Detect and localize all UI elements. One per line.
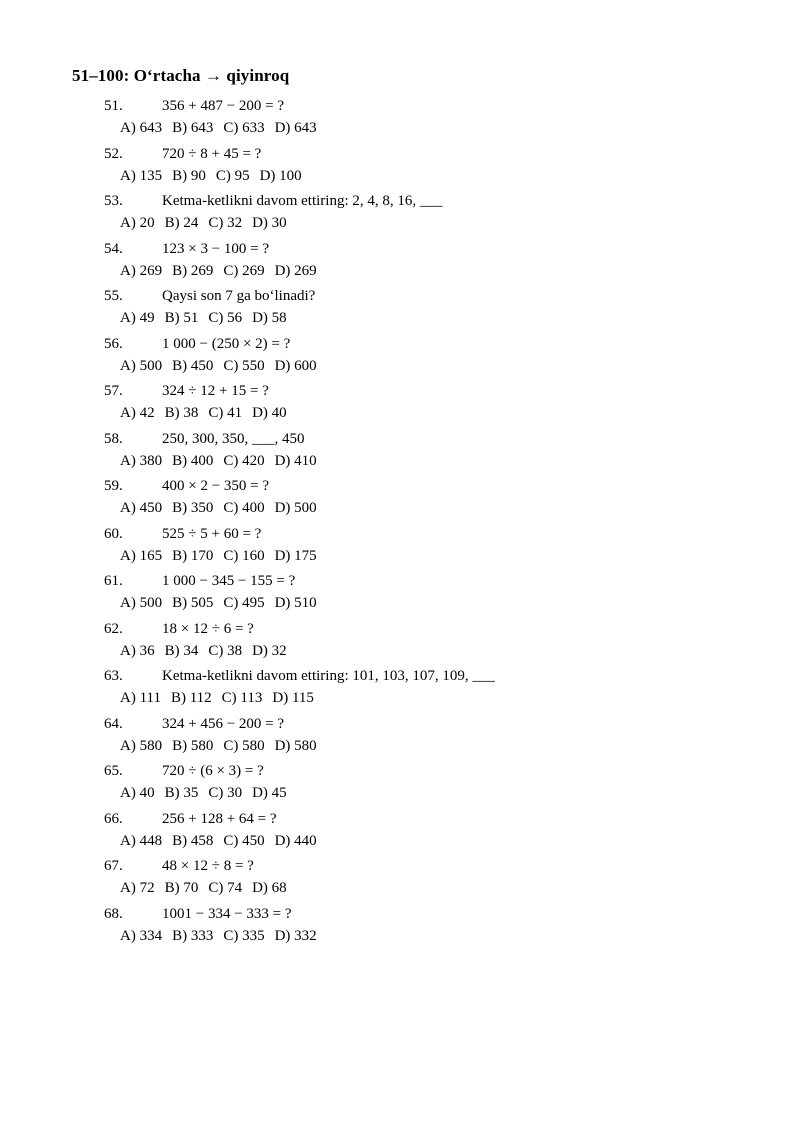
answer-option[interactable]: B) 458	[172, 832, 214, 849]
answer-option[interactable]: A) 36	[120, 642, 155, 659]
answer-option[interactable]: B) 333	[172, 927, 214, 944]
question-number: 56.	[104, 335, 123, 352]
option-separator	[162, 451, 172, 473]
answer-options	[72, 498, 732, 520]
option-separator	[242, 783, 252, 805]
option-separator	[161, 688, 171, 710]
answer-options	[72, 783, 732, 805]
question-number: 62.	[104, 620, 123, 637]
question-line	[72, 191, 732, 213]
answer-option[interactable]: B) 170	[172, 547, 214, 564]
answer-option[interactable]: A) 450	[120, 500, 163, 517]
answer-option[interactable]: C) 56	[208, 310, 243, 327]
answer-option[interactable]: A) 42	[120, 405, 155, 422]
option-separator	[213, 261, 223, 283]
option-separator	[262, 688, 272, 710]
question-text: Ketma-ketlikni davom ettiring: 101, 103, 107, 109, ___	[162, 668, 495, 685]
document-body	[72, 66, 732, 951]
question-text: 250, 300, 350, ___, 450	[162, 430, 305, 447]
question-number: 68.	[104, 905, 123, 922]
answer-option[interactable]: D) 580	[274, 737, 317, 754]
option-separator	[198, 641, 208, 663]
option-separator	[242, 213, 252, 235]
question-item	[72, 714, 732, 758]
option-separator	[162, 356, 172, 378]
option-separator	[242, 403, 252, 425]
question-item	[72, 96, 732, 140]
question-number: 61.	[104, 573, 123, 590]
option-separator	[265, 356, 275, 378]
question-line	[72, 429, 732, 451]
question-number: 55.	[104, 288, 123, 305]
answer-option[interactable]: B) 643	[172, 120, 214, 137]
option-separator	[265, 498, 275, 520]
question-line	[72, 381, 732, 403]
question-item	[72, 571, 732, 615]
question-text: 324 + 456 − 200 = ?	[162, 715, 285, 732]
question-number: 52.	[104, 145, 123, 162]
question-line	[72, 571, 732, 593]
answer-option[interactable]: C) 41	[208, 405, 243, 422]
option-separator	[242, 308, 252, 330]
answer-option[interactable]: D) 32	[252, 642, 287, 659]
answer-options	[72, 118, 732, 140]
question-item	[72, 144, 732, 188]
answer-option[interactable]: C) 30	[208, 785, 243, 802]
question-line	[72, 239, 732, 261]
answer-option[interactable]: C) 550	[223, 357, 265, 374]
question-number: 67.	[104, 858, 123, 875]
option-separator	[155, 308, 165, 330]
option-separator	[198, 213, 208, 235]
option-separator	[198, 403, 208, 425]
option-separator	[213, 736, 223, 758]
option-separator	[265, 118, 275, 140]
answer-option[interactable]: C) 95	[215, 167, 250, 184]
answer-option[interactable]: D) 440	[274, 832, 317, 849]
question-number: 66.	[104, 810, 123, 827]
question-number: 63.	[104, 668, 123, 685]
option-separator	[162, 166, 172, 188]
question-line	[72, 476, 732, 498]
option-separator	[198, 878, 208, 900]
answer-option[interactable]: D) 600	[274, 357, 317, 374]
answer-options	[72, 546, 732, 568]
answer-option[interactable]: A) 111	[120, 690, 161, 707]
answer-options	[72, 261, 732, 283]
question-line	[72, 904, 732, 926]
question-item	[72, 619, 732, 663]
option-separator	[265, 261, 275, 283]
question-text: 1001 − 334 − 333 = ?	[162, 905, 292, 922]
question-number: 60.	[104, 525, 123, 542]
option-separator	[162, 926, 172, 948]
answer-option[interactable]: C) 633	[223, 120, 265, 137]
option-separator	[265, 736, 275, 758]
option-separator	[162, 831, 172, 853]
answer-option[interactable]: D) 500	[274, 500, 317, 517]
answer-options	[72, 213, 732, 235]
question-number: 65.	[104, 763, 123, 780]
question-text: 256 + 128 + 64 = ?	[162, 810, 277, 827]
answer-option[interactable]: B) 34	[164, 642, 199, 659]
question-line	[72, 666, 732, 688]
answer-option[interactable]: C) 32	[208, 215, 243, 232]
question-line	[72, 524, 732, 546]
answer-option[interactable]: C) 400	[223, 500, 265, 517]
question-number: 57.	[104, 383, 123, 400]
answer-option[interactable]: B) 112	[170, 690, 212, 707]
question-number: 58.	[104, 430, 123, 447]
option-separator	[162, 593, 172, 615]
answer-option[interactable]: A) 20	[120, 215, 155, 232]
answer-option[interactable]: A) 269	[120, 262, 163, 279]
answer-option[interactable]: B) 70	[164, 880, 199, 897]
option-separator	[242, 641, 252, 663]
answer-options	[72, 831, 732, 853]
answer-option[interactable]: C) 269	[223, 262, 265, 279]
answer-option[interactable]: B) 90	[172, 167, 206, 184]
question-item	[72, 524, 732, 568]
question-line	[72, 761, 732, 783]
question-text: 356 + 487 − 200 = ?	[162, 98, 285, 115]
question-item	[72, 904, 732, 948]
option-separator	[265, 593, 275, 615]
answer-option[interactable]: B) 35	[164, 785, 199, 802]
option-separator	[162, 546, 172, 568]
answer-options	[72, 688, 732, 710]
question-text: 720 ÷ 8 + 45 = ?	[162, 145, 262, 162]
option-separator	[213, 926, 223, 948]
option-separator	[213, 546, 223, 568]
question-text: 1 000 − (250 × 2) = ?	[162, 335, 291, 352]
answer-option[interactable]: A) 334	[120, 927, 163, 944]
answer-option[interactable]: D) 68	[252, 880, 287, 897]
option-separator	[265, 451, 275, 473]
answer-option[interactable]: A) 49	[120, 310, 155, 327]
question-item	[72, 666, 732, 710]
answer-option[interactable]: D) 115	[272, 690, 314, 707]
answer-option[interactable]: C) 335	[223, 927, 265, 944]
question-number: 53.	[104, 193, 123, 210]
question-item	[72, 381, 732, 425]
question-item	[72, 476, 732, 520]
option-separator	[162, 498, 172, 520]
question-line	[72, 334, 732, 356]
answer-option[interactable]: D) 175	[274, 547, 317, 564]
answer-option[interactable]: D) 332	[274, 927, 317, 944]
answer-option[interactable]: D) 30	[252, 215, 287, 232]
option-separator	[213, 831, 223, 853]
question-line	[72, 286, 732, 308]
answer-option[interactable]: C) 580	[223, 737, 265, 754]
answer-option[interactable]: C) 113	[221, 690, 263, 707]
answer-option[interactable]: D) 410	[274, 452, 317, 469]
question-text: 324 ÷ 12 + 15 = ?	[162, 383, 269, 400]
question-text: 720 ÷ (6 × 3) = ?	[162, 763, 264, 780]
option-separator	[212, 688, 222, 710]
answer-option[interactable]: B) 450	[172, 357, 214, 374]
answer-option[interactable]: D) 58	[252, 310, 287, 327]
question-item	[72, 286, 732, 330]
option-separator	[155, 213, 165, 235]
page-title: 51–100: O‘rtacha → qiyinroq	[72, 66, 290, 85]
question-number: 64.	[104, 715, 123, 732]
question-item	[72, 334, 732, 378]
option-separator	[242, 878, 252, 900]
answer-options	[72, 403, 732, 425]
answer-option[interactable]: D) 40	[252, 405, 287, 422]
answer-option[interactable]: B) 269	[172, 262, 214, 279]
question-item	[72, 429, 732, 473]
answer-option[interactable]: A) 448	[120, 832, 163, 849]
answer-options	[72, 926, 732, 948]
answer-option[interactable]: A) 500	[120, 595, 163, 612]
question-number: 59.	[104, 478, 123, 495]
answer-option[interactable]: A) 40	[120, 785, 155, 802]
answer-option[interactable]: C) 160	[223, 547, 265, 564]
answer-option[interactable]: D) 643	[274, 120, 317, 137]
answer-option[interactable]: D) 269	[274, 262, 317, 279]
answer-option[interactable]: A) 165	[120, 547, 163, 564]
question-text: Qaysi son 7 ga bo‘linadi?	[162, 288, 316, 305]
answer-option[interactable]: D) 510	[274, 595, 317, 612]
question-item	[72, 239, 732, 283]
question-item	[72, 761, 732, 805]
option-separator	[213, 356, 223, 378]
option-separator	[162, 261, 172, 283]
option-separator	[265, 546, 275, 568]
question-text: 1 000 − 345 − 155 = ?	[162, 573, 296, 590]
answer-option[interactable]: A) 500	[120, 357, 163, 374]
answer-option[interactable]: D) 45	[252, 785, 287, 802]
answer-options	[72, 641, 732, 663]
question-line	[72, 856, 732, 878]
question-list	[72, 96, 732, 947]
option-separator	[198, 308, 208, 330]
answer-option[interactable]: B) 51	[164, 310, 199, 327]
answer-option[interactable]: A) 135	[120, 167, 163, 184]
answer-option[interactable]: A) 72	[120, 880, 155, 897]
answer-option[interactable]: B) 38	[164, 405, 199, 422]
question-line	[72, 144, 732, 166]
option-separator	[206, 166, 216, 188]
option-separator	[213, 498, 223, 520]
question-text: 123 × 3 − 100 = ?	[162, 240, 270, 257]
answer-options	[72, 308, 732, 330]
option-separator	[213, 451, 223, 473]
question-text: Ketma-ketlikni davom ettiring: 2, 4, 8, 16, ___	[162, 193, 443, 210]
answer-option[interactable]: B) 505	[172, 595, 214, 612]
question-text: 48 × 12 ÷ 8 = ?	[162, 858, 254, 875]
option-separator	[213, 593, 223, 615]
option-separator	[250, 166, 260, 188]
answer-option[interactable]: C) 495	[223, 595, 265, 612]
option-separator	[155, 878, 165, 900]
answer-options	[72, 736, 732, 758]
question-item	[72, 191, 732, 235]
answer-option[interactable]: C) 74	[208, 880, 243, 897]
question-item	[72, 856, 732, 900]
question-number: 54.	[104, 240, 123, 257]
answer-options	[72, 593, 732, 615]
option-separator	[265, 831, 275, 853]
answer-option[interactable]: B) 580	[172, 737, 214, 754]
option-separator	[265, 926, 275, 948]
answer-options	[72, 878, 732, 900]
question-text: 18 × 12 ÷ 6 = ?	[162, 620, 254, 637]
answer-option[interactable]: C) 38	[208, 642, 243, 659]
option-separator	[162, 736, 172, 758]
option-separator	[198, 783, 208, 805]
answer-option[interactable]: C) 420	[223, 452, 265, 469]
answer-option[interactable]: A) 643	[120, 120, 163, 137]
option-separator	[213, 118, 223, 140]
answer-option[interactable]: A) 380	[120, 452, 163, 469]
question-text: 400 × 2 − 350 = ?	[162, 478, 270, 495]
answer-options	[72, 356, 732, 378]
question-number: 51.	[104, 98, 123, 115]
question-line	[72, 619, 732, 641]
option-separator	[155, 403, 165, 425]
answer-option[interactable]: B) 350	[172, 500, 214, 517]
answer-option[interactable]: D) 100	[259, 167, 302, 184]
answer-option[interactable]: B) 24	[164, 215, 199, 232]
answer-option[interactable]: C) 450	[223, 832, 265, 849]
answer-option[interactable]: B) 400	[172, 452, 214, 469]
question-text: 525 ÷ 5 + 60 = ?	[162, 525, 262, 542]
option-separator	[155, 783, 165, 805]
question-item	[72, 809, 732, 853]
answer-options	[72, 451, 732, 473]
question-line	[72, 714, 732, 736]
question-line	[72, 809, 732, 831]
answer-options	[72, 166, 732, 188]
answer-option[interactable]: A) 580	[120, 737, 163, 754]
question-line	[72, 96, 732, 118]
option-separator	[162, 118, 172, 140]
option-separator	[155, 641, 165, 663]
